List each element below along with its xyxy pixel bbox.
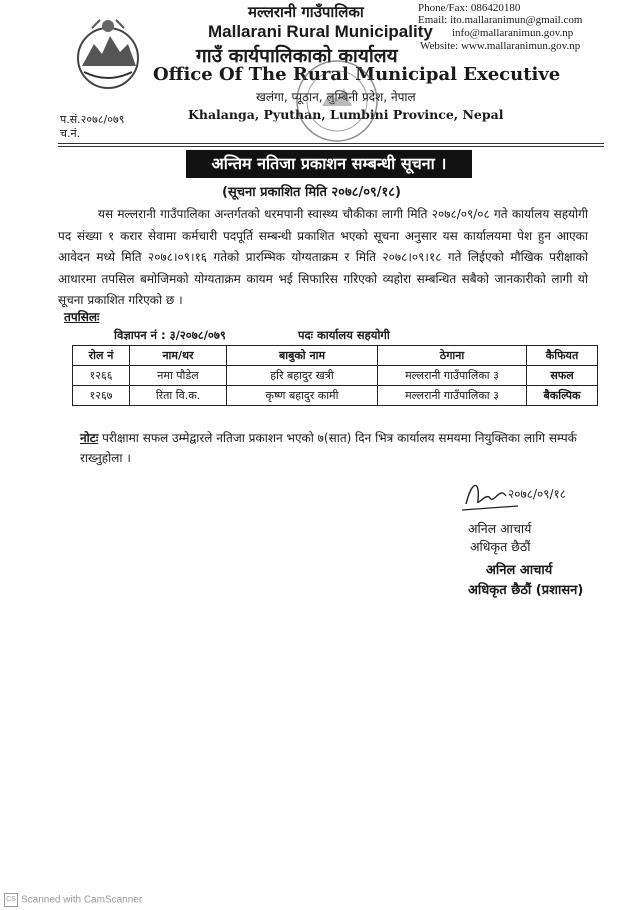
results-table — [72, 345, 598, 406]
details-heading: तपसिलः — [64, 310, 100, 324]
scanner-watermark — [4, 893, 142, 907]
notice-publish-date: (सूचना प्रकाशित मिति २०७८/०९/१८) — [222, 185, 401, 200]
note — [80, 428, 600, 468]
email-primary[interactable]: Email: ito.mallaranimun@gmail.com — [418, 14, 583, 26]
header-address: ठेगाना — [378, 346, 527, 366]
reference-number: प.सं.२०७८/०७९ — [60, 113, 125, 126]
office-seal-icon — [292, 56, 382, 146]
scanner-text: Scanned with CamScanner — [21, 894, 143, 906]
stamp-name: अनिल आचार्य — [486, 563, 553, 578]
cell-roll-no: १२६६ — [73, 366, 130, 386]
stamp-title: अधिकृत छैठौं (प्रशासन) — [468, 583, 584, 598]
signatory-name: अनिल आचार्य — [468, 521, 532, 536]
signatory-title: अधिकृत छैठौं — [470, 539, 531, 554]
address-nepali: खलंगा, प्यूठान, लुम्बिनी प्रदेश, नेपाल — [256, 90, 416, 104]
header-roll-no: रोल नं — [73, 346, 130, 366]
office-name-nepali: गाउँ कार्यपालिकाको कार्यालय — [196, 45, 398, 67]
table-header-row — [73, 346, 598, 366]
header-father-name: बाबुको नाम — [227, 346, 378, 366]
table-row — [73, 366, 598, 386]
cell-roll-no: १२६७ — [73, 386, 130, 406]
note-label: नोटः — [80, 431, 99, 445]
header-name: नाम/थर — [130, 346, 227, 366]
cell-name: रिता वि.क. — [130, 386, 227, 406]
government-emblem-icon — [72, 14, 144, 94]
office-name-english: Office Of The Rural Municipal Executive — [153, 64, 561, 85]
post-name: पदः कार्यालय सहयोगी — [298, 328, 390, 342]
note-text: परीक्षामा सफल उम्मेद्वारले नतिजा प्रकाशन भएको ७(सात) दिन भित्र कार्यालय समयमा नियुक्तिका लागि सम्पर्क राख्नुहोला । — [80, 431, 577, 465]
signature-date: २०७८/०९/१८ — [508, 487, 567, 501]
municipality-name-nepali: मल्लरानी गाउँपालिका — [248, 3, 364, 21]
notice-body: यस मल्लरानी गाउँपालिका अन्तर्गतको धरमपानी स्वास्थ्य चौकीका लागी मिति २०७८/०९/०८ गते कार्यालय सहयोगी पद संख्या १ करार सेवामा कर्मचारी पदपूर्ति सम्बन्धी प्रकाशित भएको सूचना अनुसार यस कार्यालयमा पेश हुन आएका आवेदन मध्ये मिति २०७८।०९।१६ गतेको प्रारम्भिक योग्यताक्रम र मिति २०७८।०९।१८ गते लिईएको मौखिक परीक्षाको आधारमा तपसिल बमोजिमको योग्यताक्रम कायम भई सिफारिस गरिएको व्यहोरा सम्बन्धित सबैको जानकारीको लागी यो सूचना प्रकाशित गरिएको छ । — [58, 207, 588, 307]
phone-fax: Phone/Fax: 086420180 — [418, 2, 521, 14]
cell-address: मल्लरानी गाउँपालिका ३ — [378, 366, 527, 386]
notice-title: अन्तिम नतिजा प्रकाशन सम्बन्धी सूचना । — [186, 150, 472, 178]
cell-name: नमा पौडेल — [130, 366, 227, 386]
header-divider-secondary — [58, 146, 604, 147]
cell-remarks: सफल — [527, 366, 598, 386]
municipality-name-english: Mallarani Rural Municipality — [208, 22, 433, 41]
header-remarks: कैफियत — [527, 346, 598, 366]
camscanner-logo-icon: CS — [4, 893, 18, 907]
cell-father-name: कृष्ण बहादुर कामी — [227, 386, 378, 406]
address-english: Khalanga, Pyuthan, Lumbini Province, Nepal — [188, 107, 504, 122]
table-row — [73, 386, 598, 406]
dispatch-number: च.नं. — [60, 127, 81, 140]
advertisement-number: विज्ञापन नं : ३/२०७८/०७९ — [114, 328, 226, 342]
email-secondary[interactable]: info@mallaranimun.gov.np — [452, 27, 574, 39]
handwritten-signature — [460, 474, 580, 516]
cell-remarks: बैकल्पिक — [527, 386, 598, 406]
cell-father-name: हरि बहादुर खत्री — [227, 366, 378, 386]
header-divider — [58, 143, 604, 144]
cell-address: मल्लरानी गाउँपालिका ३ — [378, 386, 527, 406]
website-link[interactable]: Website: www.mallaranimun.gov.np — [420, 40, 581, 52]
